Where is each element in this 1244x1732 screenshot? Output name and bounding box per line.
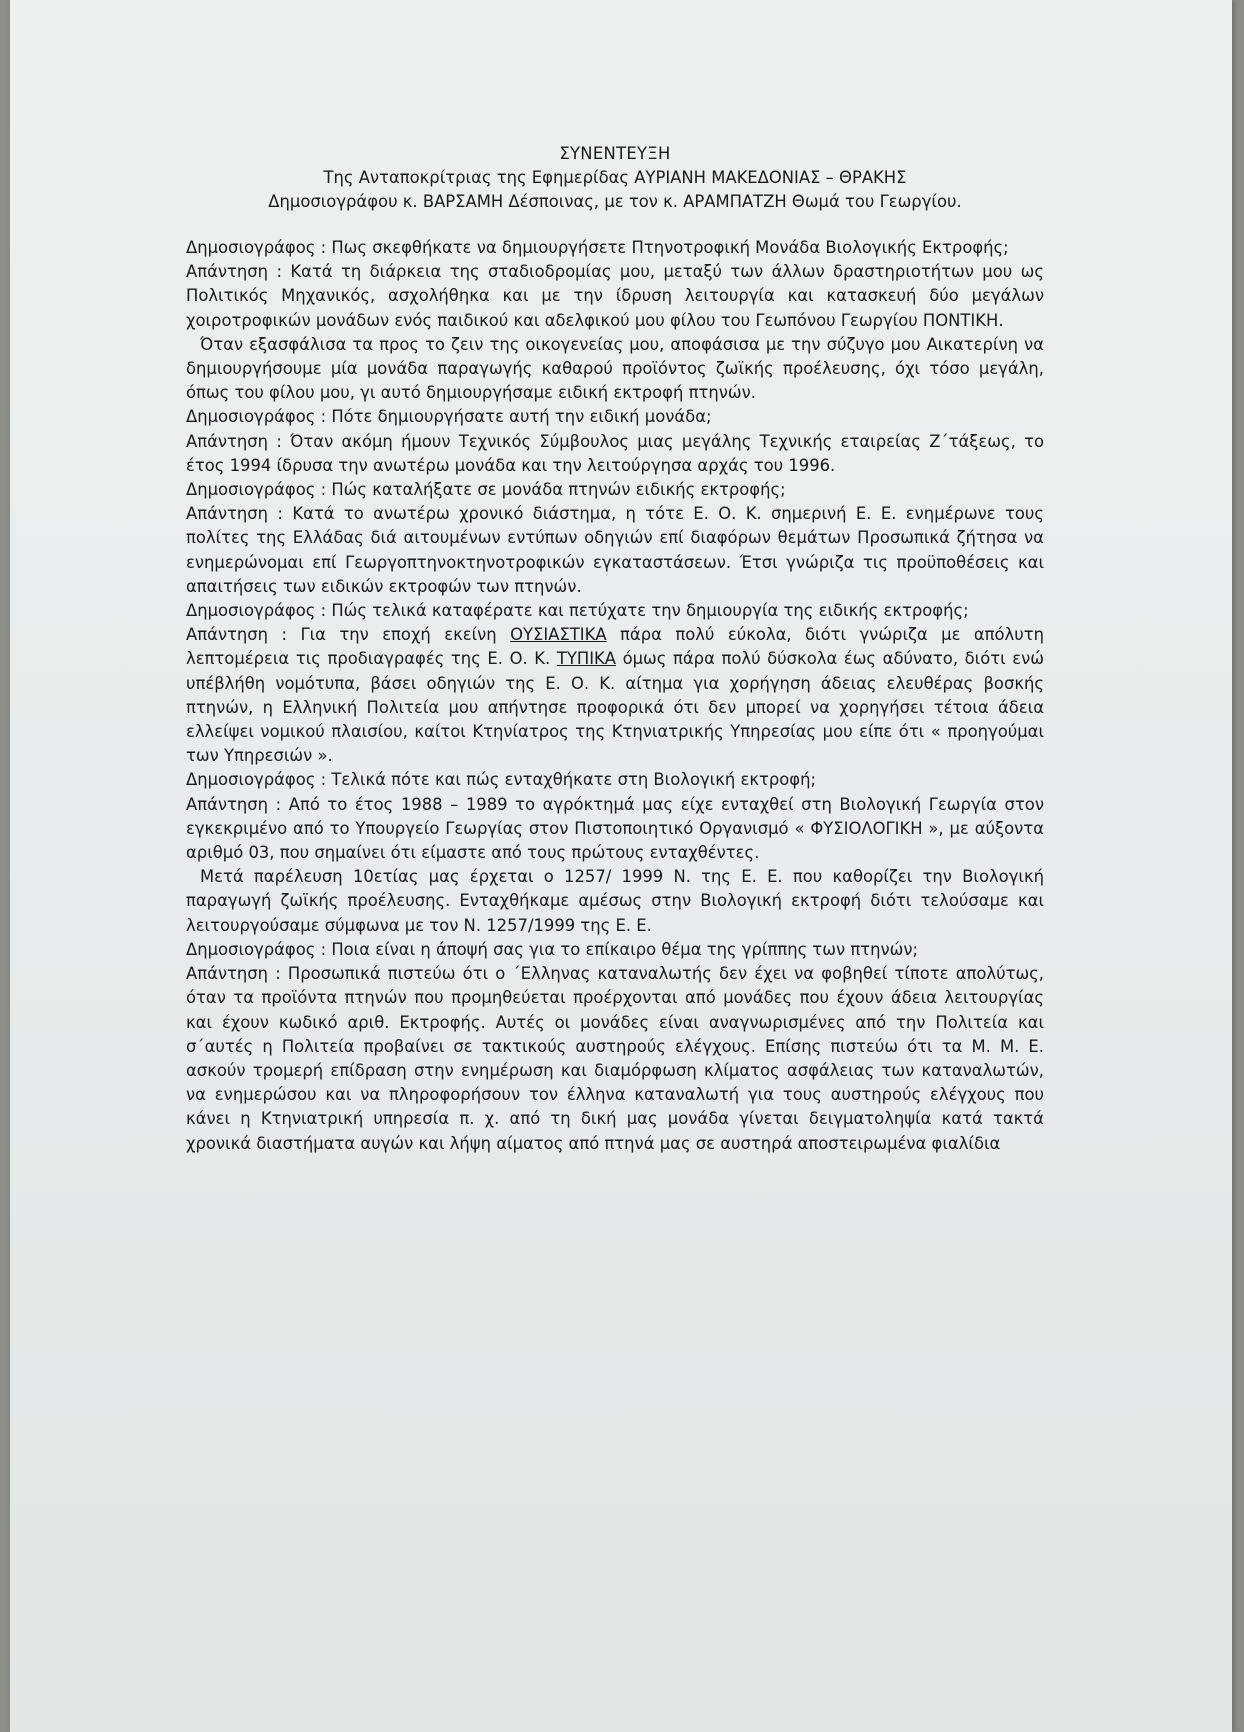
- answer-text: Απάντηση : Για την εποχή εκείνη: [186, 625, 511, 645]
- answer-paragraph: Μετά παρέλευση 10ετίας μας έρχεται ο 1257/ 1999 Ν. της Ε. Ε. που καθορίζει την Βιολογική παραγωγή ζωϊκής προέλευσης. Ενταχθήκαμε αμέσως στην Βιολογική εκτροφή διότι τελούσαμε και λειτουργούσαμε σύμφωνα με τον Ν. 1257/1999 της Ε. Ε.: [186, 867, 1044, 935]
- document-subtitle-newspaper: Της Ανταποκρίτριας της Εφημερίδας ΑΥΡΙΑΝΗ ΜΑΚΕΔΟΝΙΑΣ – ΘΡΑΚΗΣ: [323, 168, 907, 187]
- answer-paragraph: Απάντηση : Κατά το ανωτέρω χρονικό διάστημα, η τότε Ε. Ο. Κ. σημερινή Ε. Ε. ενημέρωνε τους πολίτες της Ελλάδας διά αιτουμένων εντύπων οδηγιών επί διαφόρων θεμάτων Προσωπικά ζήτησα να ενημερώνομαι επί Γεωργοπτηνοκτηνοτροφικών εγκαταστάσεων. Έτσι γνώριζα τις προϋποθέσεις και απαιτήσεις των ειδικών εκτροφών των πτηνών.: [186, 504, 1044, 596]
- answer-paragraph: Όταν εξασφάλισα τα προς το ζειν της οικογενείας μου, αποφάσισα με την σύζυγο μου Αικατερίνη να δημιουργήσουμε μία μονάδα παραγωγής καθαρού προϊόντος ζωϊκής προέλευσης, όχι τόσο μεγάλη, όπως του φίλου μου, γι αυτό δημιουργήσαμε ειδική εκτροφή πτηνών.: [186, 334, 1044, 403]
- document-body: [186, 142, 1044, 1156]
- question-paragraph: Δημοσιογράφος : Πώς καταλήξατε σε μονάδα πτηνών ειδικής εκτροφής;: [186, 480, 786, 500]
- answer-text: πάρα πολύ εύκολα, διότι γνώριζα με απόλυτη λεπτομέρεια τις προδιαγραφές της Ε. Ο. Κ.: [186, 625, 1044, 669]
- question-paragraph: Δημοσιογράφος : Πώς τελικά καταφέρατε και πετύχατε την δημιουργία της ειδικής εκτροφής;: [186, 601, 969, 621]
- question-paragraph: Δημοσιογράφος : Πότε δημιουργήσατε αυτή την ειδική μονάδα;: [186, 407, 712, 427]
- document-title: ΣΥΝΕΝΤΕΥΞΗ: [559, 144, 671, 163]
- question-paragraph: Δημοσιογράφος : Ποια είναι η άποψή σας για το επίκαιρο θέμα της γρίππης των πτηνών;: [186, 939, 919, 959]
- question-paragraph: Δημοσιογράφος : Τελικά πότε και πώς ενταχθήκατε στη Βιολογική εκτροφή;: [186, 770, 817, 790]
- document-subtitle-participants: Δημοσιογράφου κ. ΒΑΡΣΑΜΗ Δέσποινας, με τον κ. ΑΡΑΜΠΑΤΖΗ Θωμά του Γεωργίου.: [268, 192, 962, 211]
- underlined-term: ΤΥΠΙΚΑ: [556, 649, 616, 669]
- document-header: [186, 142, 1044, 214]
- paper-sheet: [10, 0, 1232, 1732]
- answer-paragraph: Απάντηση : Προσωπικά πιστεύω ότι ο ΄Ελληνας καταναλωτής δεν έχει να φοβηθεί τίποτε απολύτως, όταν τα προϊόντα πτηνών που προμηθεύεται προέρχονται από μονάδες που έχουν άδεια λειτουργίας και έχουν κωδικό αριθ. Εκτροφής. Αυτές οι μονάδες είναι αναγνωρισμένες από την Πολιτεία και σ΄αυτές η Πολιτεία προβαίνει σε τακτικούς αυστηρούς ελέγχους. Επίσης πιστεύω ότι τα Μ. Μ. Ε. ασκούν τρομερή επίδραση στην ενημέρωση και διαμόρφωση κλίματος ασφάλειας των καταναλωτών, να ενημερώσου και να πληροφορήσουν τον έλληνα καταναλωτή για τους αυστηρούς ελέγχους που κάνει η Κτηνιατρική υπηρεσία π. χ. από τη δική μας μονάδα γίνεται δειγματοληψία κατά τακτά χρονικά διαστήματα αυγών και λήψη αίματος από πτηνά μας σε αυστηρά αποστειρωμένα φιαλίδια: [186, 964, 1044, 1153]
- answer-paragraph: Απάντηση : Όταν ακόμη ήμουν Τεχνικός Σύμβουλος μιας μεγάλης Τεχνικής εταιρείας Ζ΄τάξεως, το έτος 1994 ίδρυσα την ανωτέρω μονάδα και την λειτούργησα αρχάς του 1996.: [186, 431, 1044, 475]
- underlined-term: ΟΥΣΙΑΣΤΙΚΑ: [510, 625, 607, 645]
- answer-paragraph: Απάντηση : Κατά τη διάρκεια της σταδιοδρομίας μου, μεταξύ των άλλων δραστηριοτήτων μου ως Πολιτικός Μηχανικός, ασχολήθηκα και με την ίδρυση λειτουργία και κατασκευή δύο μεγάλων χοιροτροφικών μονάδων ενός παιδικού και αδελφικού μου φίλου του Γεωπόνου Γεωργίου ΠΟΝΤΙΚΗ.: [186, 262, 1044, 330]
- answer-paragraph-with-emphasis: [186, 623, 1044, 768]
- answer-paragraph: Απάντηση : Από το έτος 1988 – 1989 το αγρόκτημά μας είχε ενταχθεί στη Βιολογική Γεωργία στον εγκεκριμένο από το Υπουργείο Γεωργίας στον Πιστοποιητικό Οργανισμό « ΦΥΣΙΟΛΟΓΙΚΗ », με αύξοντα αριθμό 03, που σημαίνει ότι είμαστε από τους πρώτους ενταχθέντες.: [186, 794, 1044, 863]
- question-paragraph: Δημοσιογράφος : Πως σκεφθήκατε να δημιουργήσετε Πτηνοτροφική Μονάδα Βιολογικής Εκτροφής;: [186, 238, 1009, 257]
- answer-text: όμως πάρα πολύ δύσκολα έως αδύνατο, διότι ενώ υπέβλήθη νομότυπα, βάσει οδηγιών της Ε. Ο. Κ. αίτημα για χορήγηση άδειας ελευθέρας βοσκής πτηνών, η Ελληνική Πολιτεία μου απήντησε προφορικά ότι δεν μπορεί να χορηγήσει τέτοια άδεια ελλείψει νομικού πλαισίου, καίτοι Κτηνίατρος της Κτηνιατρικής Υπηρεσίας μου είπε ότι « προηγούμαι των Υπηρεσιών ».: [186, 649, 1044, 766]
